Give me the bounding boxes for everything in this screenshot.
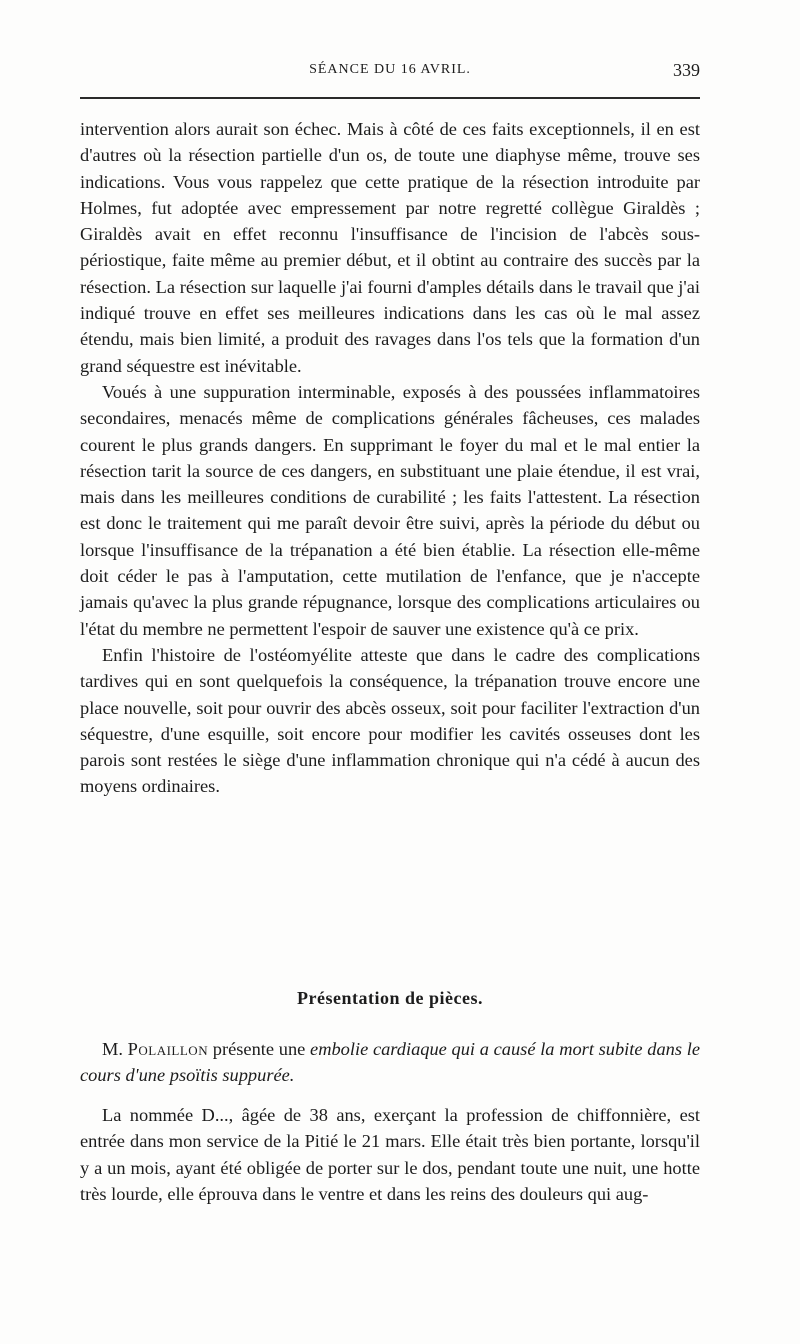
presentation-line <box>80 1036 700 1089</box>
paragraph-suppuration: Voués à une suppuration interminable, exposés à des poussées inflammatoires secondaires, menacés même de complications générales fâcheuses, ces malades courent le plus grands dangers. En supprimant le foyer du mal et le mal entier la résection tarit la source de ces dangers, en substituant une plaie étendue, il est vrai, mais dans les meilleures conditions de curabilité ; les faits l'attestent. La résection est donc le traitement qui me paraît devoir être suivi, après la période du début ou lorsque l'insuffisance de la trépanation a été bien établie. La résection elle-même doit céder le pas à l'amputation, cette mutilation de l'enfance, que je n'accepte jamais qu'avec la plus grande répugnance, lorsque des complications articulaires ou l'état du membre ne permettent l'espoir de sauver une existence qu'à ce prix. <box>80 381 700 639</box>
page-number: 339 <box>673 60 700 80</box>
body-block-main <box>80 116 700 800</box>
paragraph-osteomyelitis: Enfin l'histoire de l'ostéomyélite atteste que dans le cadre des complications tardives qui en sont quelquefois la conséquence, la trépanation trouve encore une place nouvelle, soit pour ouvrir des abcès osseux, soit pour faciliter l'extraction d'un séquestre, d'une esquille, soit encore pour modifier les cavités osseuses dont les parois sont restées le siège d'une inflammation chronique qui n'a cédé à aucun des moyens ordinaires. <box>80 644 700 797</box>
case-block <box>80 1102 700 1207</box>
running-header <box>80 62 700 86</box>
presentation-block <box>80 1036 700 1089</box>
paragraph-resection: intervention alors aurait son échec. Mais à côté de ces faits exceptionnels, il en est d'autres où la résection partielle d'un os, de toute une diaphyse même, trouve ses indications. Vous vous rappelez que cette pratique de la résection introduite par Holmes, fut adoptée avec empressement par notre regretté collègue Giraldès ; Giraldès avait en effet reconnu l'insuffisance de l'incision de l'abcès sous-périostique, faite même au premier début, et il obtint au contraire des succès par la résection. La résection sur laquelle j'ai fourni d'amples détails dans le travail que j'ai indiqué trouve en effet ses meilleures indications dans les cas où le mal assez étendu, mais bien limité, a produit des ravages dans l'os tels que la formation d'un grand séquestre est inévitable. <box>80 119 700 376</box>
presentation-title: embolie cardiaque qui a causé la mort subite dans le cours d'une psoïtis suppurée. <box>80 1039 700 1086</box>
paragraph-case: La nommée D..., âgée de 38 ans, exerçant la profession de chiffonnière, est entrée dans mon service de la Pitié le 21 mars. Elle était très bien portante, lorsqu'il y a un mois, ayant été obligée de porter sur le dos, pendant toute une nuit, une hotte très lourde, elle éprouva dans le ventre et dans les reins des douleurs qui aug- <box>80 1105 700 1204</box>
presentation-author: Polaillon <box>127 1039 209 1059</box>
presentation-verb: présente une <box>212 1039 306 1059</box>
section-heading: Présentation de pièces. <box>297 988 483 1008</box>
running-title: SÉANCE DU 16 AVRIL. <box>309 62 471 77</box>
header-rule <box>80 97 700 99</box>
presentation-prefix: M. <box>102 1039 123 1059</box>
